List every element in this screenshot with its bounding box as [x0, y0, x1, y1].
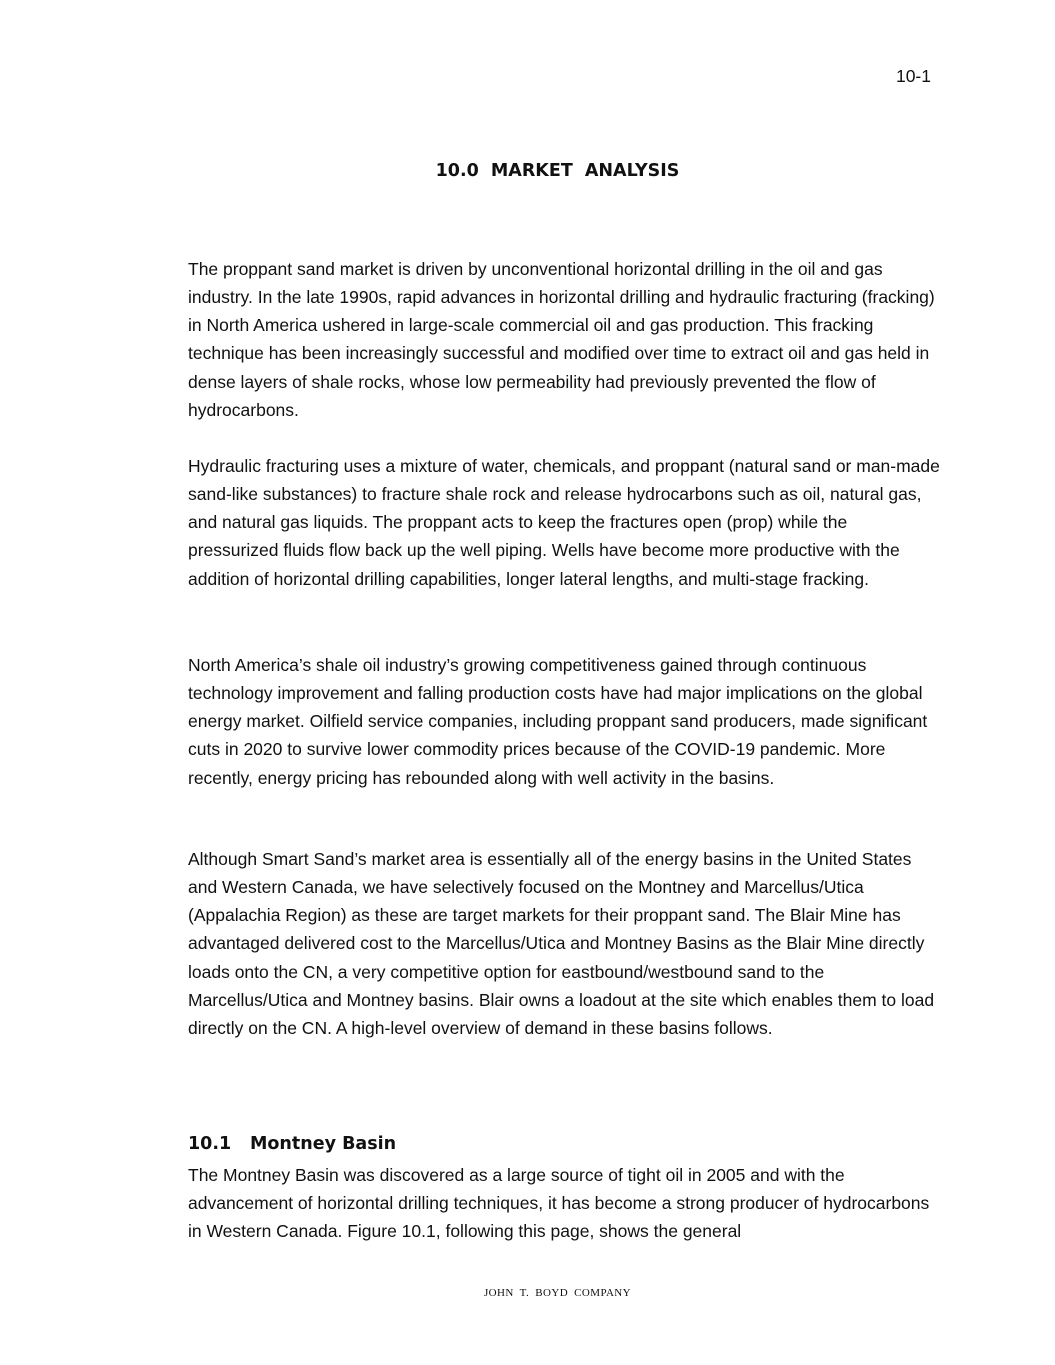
footer-company: JOHN T. BOYD COMPANY: [484, 1287, 631, 1299]
section-title-text: MARKET ANALYSIS: [490, 161, 680, 181]
paragraph-montney-basin: The Montney Basin was discovered as a large source of tight oil in 2005 and with the advancement of horizontal drilling techniques, it has become a strong producer of hydrocarbons in Western Canada. Figure 10.1, following this page, shows the general: [188, 1165, 930, 1242]
paragraph-market-area: Although Smart Sand’s market area is essentially all of the energy basins in the United States and Western Canada, we have selectively focused on the Montney and Marcellus/Utica (Appalachia Region) as these are target markets for their proppant sand. The Blair Mine has advantaged delivered cost to the Marcellus/Utica and Montney Basins as the Blair Mine directly loads onto the CN, a very competitive option for eastbound/westbound sand to the Marcellus/Utica and Montney basins. Blair owns a loadout at the site which enables them to load directly on the CN. A high-level overview of demand in these basins follows.: [188, 849, 935, 1038]
subsection-heading: [188, 1133, 396, 1155]
subsection-title: Montney Basin: [250, 1134, 397, 1154]
paragraph-shale-industry: North America’s shale oil industry’s growing competitiveness gained through continuous technology improvement and falling production costs have had major implications on the global energy market. Oilfield service companies, including proppant sand producers, made significant cuts in 2020 to survive lower commodity prices because of the COVID-19 pandemic. More recently, energy pricing has rebounded along with well activity in the basins.: [188, 655, 928, 788]
section-title: [0, 160, 1055, 182]
section-number: 10.0: [435, 161, 479, 181]
subsection-number: 10.1: [188, 1134, 232, 1154]
paragraph-intro: The proppant sand market is driven by unconventional horizontal drilling in the oil and gas industry. In the late 1990s, rapid advances in horizontal drilling and hydraulic fracturing (fracking) in North America ushered in large-scale commercial oil and gas production. This fracking technique has been increasingly successful and modified over time to extract oil and gas held in dense layers of shale rocks, whose low permeability had previously prevented the flow of hydrocarbons.: [188, 259, 935, 420]
page-number: 10-1: [895, 66, 931, 86]
paragraph-hydraulic-fracturing: Hydraulic fracturing uses a mixture of water, chemicals, and proppant (natural sand or man-made sand-like substances) to fracture shale rock and release hydrocarbons such as oil, natural gas, and natural gas liquids. The proppant acts to keep the fractures open (prop) while the pressurized fluids flow back up the well piping. Wells have become more productive with the addition of horizontal drilling capabilities, longer lateral lengths, and multi-stage fracking.: [188, 456, 940, 589]
